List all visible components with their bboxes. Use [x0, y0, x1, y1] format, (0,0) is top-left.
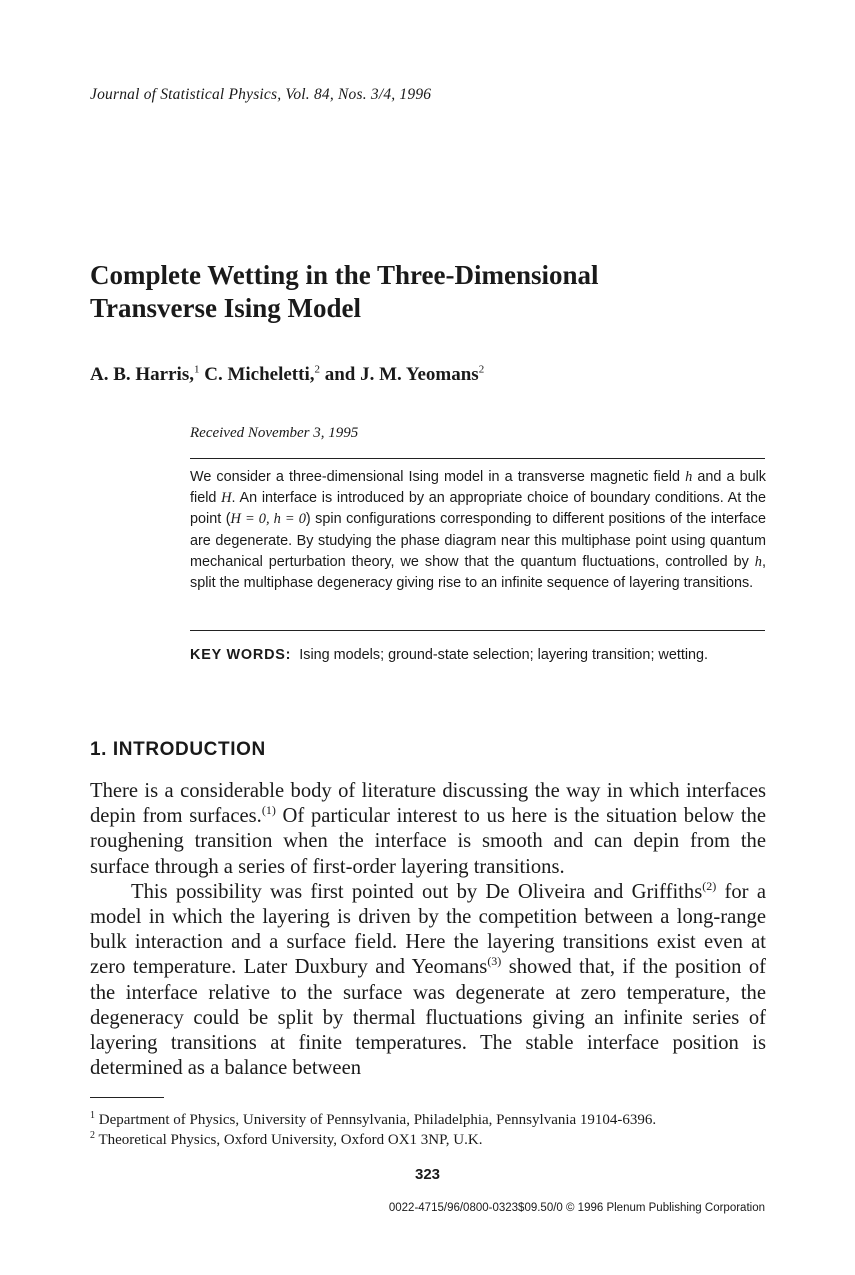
abstract-text: . An interface is introduced by an appropriate choice of boundary conditions. At the point ( — [190, 490, 766, 528]
copyright-line: 0022-4715/96/0800-0323$09.50/0 © 1996 Plenum Publishing Corporation — [388, 1202, 765, 1214]
footnote-text: Theoretical Physics, Oxford University, Oxford OX1 3NP, U.K. — [98, 1132, 483, 1148]
abstract — [190, 467, 766, 594]
received-date: Received November 3, 1995 — [190, 425, 359, 441]
paragraph-text: for a model in which the layering is driven by the competition between a long-range bulk interaction and a surface field. Here the layering transitions exist even at zero temperature. Later Duxbury and Yeomans — [90, 880, 766, 979]
citation-ref: (1) — [261, 803, 276, 818]
footnote-rule — [90, 1097, 164, 1098]
author-name: C. Micheletti, — [204, 364, 315, 385]
footnote-text: Department of Physics, University of Pennsylvania, Philadelphia, Pennsylvania 19104-6396. — [98, 1112, 657, 1128]
footnotes — [90, 1110, 770, 1150]
title-line-2: Transverse Ising Model — [90, 293, 361, 323]
math-symbol: h — [754, 553, 762, 570]
citation-ref: (2) — [702, 878, 717, 893]
footnote — [90, 1130, 770, 1150]
journal-header: Journal of Statistical Physics, Vol. 84, Nos. 3/4, 1996 — [90, 86, 432, 103]
keywords-text: Ising models; ground-state selection; layering transition; wetting. — [299, 647, 709, 663]
paragraph-text: showed that, if the position of the interface relative to the surface was degenerate at zero temperature, the degeneracy could be split by thermal fluctuations giving an infinite series of layering transitions at finite temperatures. The stable interface position is determined as a balance between — [90, 956, 766, 1080]
abstract-text: ) spin configurations corresponding to different positions of the interface are degenerate. By studying the phase diagram near this multiphase point using quantum mechanical perturbation theory, we show that the quantum fluctuations, controlled by — [190, 511, 766, 570]
paper-title — [90, 259, 770, 325]
paragraph-text: There is a considerable body of literature discussing the way in which interfaces depin from surfaces. — [90, 780, 766, 828]
citation-ref: (3) — [487, 954, 502, 969]
abstract-bottom-rule — [190, 630, 765, 631]
author-name: and J. M. Yeomans — [324, 364, 479, 385]
author-affiliation-mark: 1 — [193, 363, 200, 376]
math-expression: H = 0, h = 0 — [230, 511, 306, 528]
title-line-1: Complete Wetting in the Three-Dimensional — [90, 260, 599, 290]
keywords — [190, 645, 766, 666]
math-symbol: h — [685, 469, 693, 485]
author-list — [90, 364, 484, 386]
abstract-text: and a bulk field — [190, 469, 766, 507]
body-text — [90, 779, 766, 1081]
abstract-top-rule — [190, 458, 765, 459]
author-affiliation-mark: 2 — [478, 363, 485, 376]
section-heading: 1. INTRODUCTION — [90, 739, 266, 760]
keywords-label: KEY WORDS: — [190, 647, 292, 663]
author-name: A. B. Harris, — [90, 364, 194, 385]
paragraph — [90, 779, 766, 880]
page-number: 323 — [414, 1166, 441, 1183]
abstract-text: , split the multiphase degeneracy giving rise to an infinite sequence of layering transitions. — [190, 553, 766, 592]
footnote-mark: 1 — [90, 1110, 95, 1121]
math-symbol: H — [221, 490, 232, 507]
abstract-text: We consider a three-dimensional Ising model in a transverse magnetic field — [190, 469, 686, 485]
footnote — [90, 1110, 770, 1130]
author-affiliation-mark: 2 — [314, 363, 320, 376]
paragraph-text: This possibility was first pointed out by De Oliveira and Griffiths — [131, 880, 703, 903]
paragraph — [90, 880, 766, 1082]
paragraph-text: Of particular interest to us here is the situation below the roughening transition when the interface is smooth and can depin from the surface through a series of first-order layering transitions. — [90, 805, 766, 878]
footnote-mark: 2 — [90, 1130, 95, 1141]
